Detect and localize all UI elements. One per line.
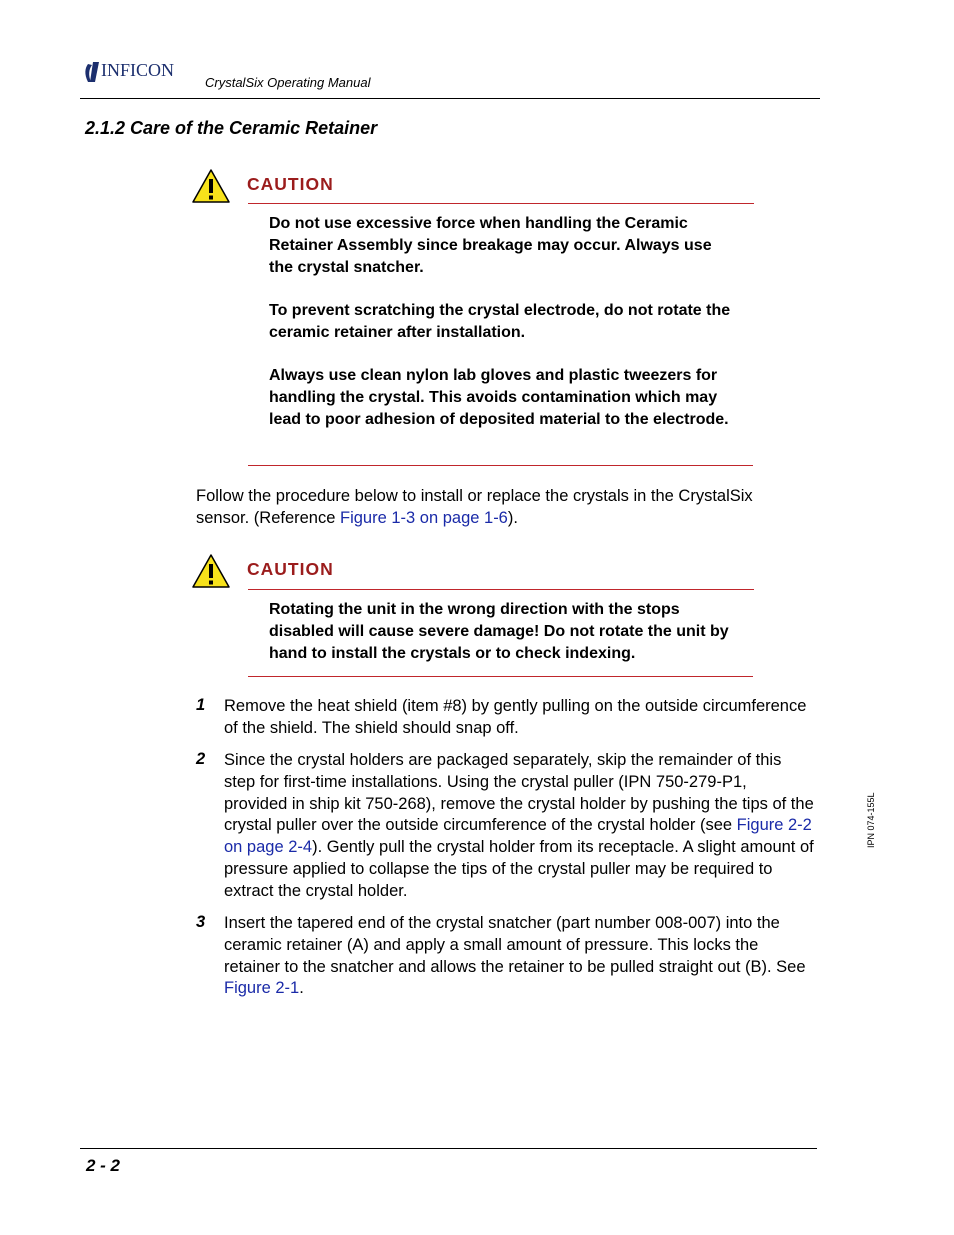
caution-bottom-rule [248, 676, 753, 677]
intro-text: Follow the procedure below to install or replace the crystals in the CrystalSix sensor. (Reference [196, 487, 753, 527]
step-text-body: Insert the tapered end of the crystal snatcher (part number 008-007) into the ceramic retainer (A) and apply a small amount of pressure. This locks the retainer to the snatcher and allows the retainer to be pulled straight out (B). See [224, 914, 806, 976]
step-text-end: ). Gently pull the crystal holder from its receptacle. A slight amount of pressure applied to collapse the tips of the crystal puller may be required to extract the crystal holder. [224, 838, 814, 900]
figure-link[interactable]: Figure 2-1 [224, 979, 300, 998]
caution-bottom-rule [248, 465, 753, 466]
section-title: 2.1.2 Care of the Ceramic Retainer [85, 118, 378, 138]
header-divider [80, 98, 820, 99]
step-number: 3 [196, 913, 206, 931]
page-number: 2 - 2 [86, 1156, 121, 1175]
document-ipn: IPN 074-155L [866, 792, 876, 848]
step-text-end: . [299, 979, 304, 998]
step-text-body: Since the crystal holders are packaged separately, skip the remainder of this step for first-time installations. Using the crystal puller (IPN 750-279-P1, provided in ship kit 750-268), remove the crystal holder by pushing the tips of the crystal puller over the outside circumference of the crystal holder (see [224, 751, 814, 835]
caution-paragraph: To prevent scratching the crystal electrode, do not rotate the ceramic retainer after installation. [269, 302, 731, 341]
step-text [224, 750, 814, 903]
step-text [224, 913, 814, 1000]
step-number: 2 [196, 750, 206, 768]
intro-paragraph [196, 486, 806, 529]
caution-text [269, 599, 739, 665]
step-text-body: Remove the heat shield (item #8) by gently pulling on the outside circumference of the shield. The shield should snap off. [224, 697, 807, 737]
step-text [224, 696, 814, 740]
warning-triangle-icon [191, 168, 231, 204]
caution-label: CAUTION [247, 174, 334, 194]
caution-paragraph: Do not use excessive force when handling the Ceramic Retainer Assembly since breakage may occur. Always use the crystal snatcher. [269, 215, 712, 276]
caution-top-rule [248, 589, 754, 590]
inficon-logo [82, 58, 197, 84]
warning-triangle-icon [191, 553, 231, 589]
manual-title: CrystalSix Operating Manual [205, 75, 371, 90]
caution-text [269, 213, 739, 431]
svg-text:INFICON: INFICON [101, 60, 175, 80]
figure-link[interactable]: Figure 2-2 on page 2-4 [224, 816, 812, 857]
intro-text-end: ). [507, 508, 518, 527]
step-number: 1 [196, 696, 206, 714]
caution-paragraph: Rotating the unit in the wrong direction with the stops disabled will cause severe damage! Do not rotate the unit by hand to install the crystals or to check indexing. [269, 601, 729, 662]
figure-link[interactable]: Figure 1-3 on page 1-6 [340, 508, 508, 527]
caution-top-rule [248, 203, 754, 204]
caution-paragraph: Always use clean nylon lab gloves and plastic tweezers for handling the crystal. This avoids contamination which may lead to poor adhesion of deposited material to the electrode. [269, 367, 729, 428]
caution-label: CAUTION [247, 559, 334, 579]
footer-divider [80, 1148, 817, 1149]
